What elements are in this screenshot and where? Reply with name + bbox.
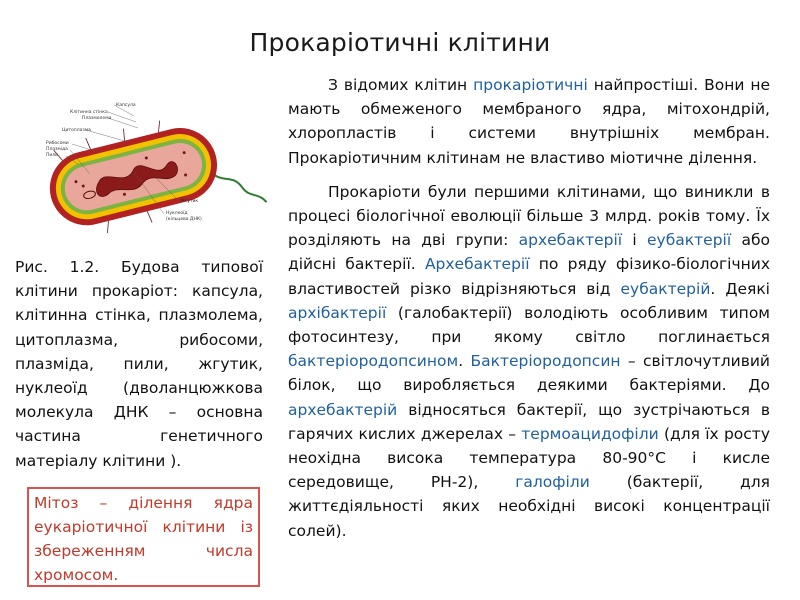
text-span: по ряду фізико-біологічних властивостей різко відрізняються від — [288, 255, 770, 298]
label-cell-wall: Клітинна стінка — [70, 110, 108, 115]
label-capsule: Капсула — [116, 103, 136, 108]
text-span: (галобактерії) володіють особливим типом фотосинтезу, при якому світло поглинається — [288, 303, 770, 347]
term-eubacteria: еубактерій — [620, 279, 711, 298]
text-span: Прокаріоти були першими клітинами, що виникли в процесі біологічної еволюції більше 3 млрд. років тому. Їх розділяють на дві групи: — [288, 182, 770, 250]
term-archaebacteria: архебактерії — [518, 231, 623, 250]
label-nucleoid: Нуклеоїд — [166, 211, 188, 216]
text-span: відносяться бактерії, що зустрічаються в гарячих кислих джерелах – — [288, 400, 770, 443]
term-archaebacteria: архебактерій — [288, 400, 398, 419]
term-archibacteria: архібактерії — [288, 303, 387, 322]
label-nucleoid-note: (кільцева ДНК) — [166, 217, 202, 222]
flagellum — [209, 159, 266, 213]
definition-text: Мітоз – ділення ядра еукаріотичної клітини із збереженням числа хромосом. — [34, 494, 253, 584]
text-span: найпростіші. Вони не мають обмеженого мембраного ядра, мітохондрій, хлоропластів і системи внутрішніх мембран. Прокаріотичним клітинам не властиво міотичне ділення. — [288, 76, 770, 167]
figure-caption: Рис. 1.2. Будова типової клітини прокаріот: капсула, клітинна стінка, плазмолема, цитоплазма, рибосоми, плазміда, пили, жгутик, нуклеоїд (дволанцюжкова молекула ДНК – основна частина генетичного матеріалу клітини ). — [15, 258, 263, 470]
label-plasmid: Плазміда — [46, 147, 68, 152]
paragraph-2 — [288, 180, 770, 543]
label-plasmalemma: Плазмолема — [82, 116, 112, 121]
text-span: . — [458, 352, 471, 371]
term-halophiles: галофіли — [515, 473, 590, 492]
term-thermoacidophiles: термоацидофіли — [521, 424, 659, 443]
term-bacteriorhodopsin: Бактеріородопсин — [470, 352, 621, 371]
term-prokaryotic: прокаріотичні — [473, 76, 588, 94]
prokaryotic-cell-illustration — [38, 98, 268, 233]
text-span: і — [622, 231, 647, 250]
paragraph-1 — [288, 73, 770, 170]
term-archaebacteria: Архебактерії — [424, 255, 530, 274]
text-span: З відомих клітин — [328, 76, 474, 94]
text-span: або дійсні бактерії. — [288, 231, 770, 274]
term-bacteriorhodopsin: бактеріородопсином — [288, 352, 459, 371]
text-span: . Деякі — [710, 279, 770, 298]
text-span: – світлочутливий білок, що виробляється деякими бактеріями. До — [288, 352, 770, 395]
text-span: (для їх росту неохідна висока температура 80-90°С і кисле середовище, РН-2), — [288, 424, 770, 492]
label-pili: Пили — [46, 153, 59, 158]
mitosis-definition-box — [27, 487, 260, 587]
term-eubacteria: еубактерії — [647, 231, 732, 250]
label-flagellum: Жгутик — [180, 199, 199, 204]
text-span: (бактерії, для життєдіяльності яких необхідні високі концентрації солей). — [288, 473, 770, 540]
main-text — [288, 73, 770, 553]
label-cytoplasm: Цитоплазма — [62, 128, 91, 133]
cell-diagram — [38, 98, 268, 233]
page-title: Прокаріотичні клітини — [249, 28, 551, 57]
label-ribosomes: Рибосоми — [46, 141, 69, 146]
